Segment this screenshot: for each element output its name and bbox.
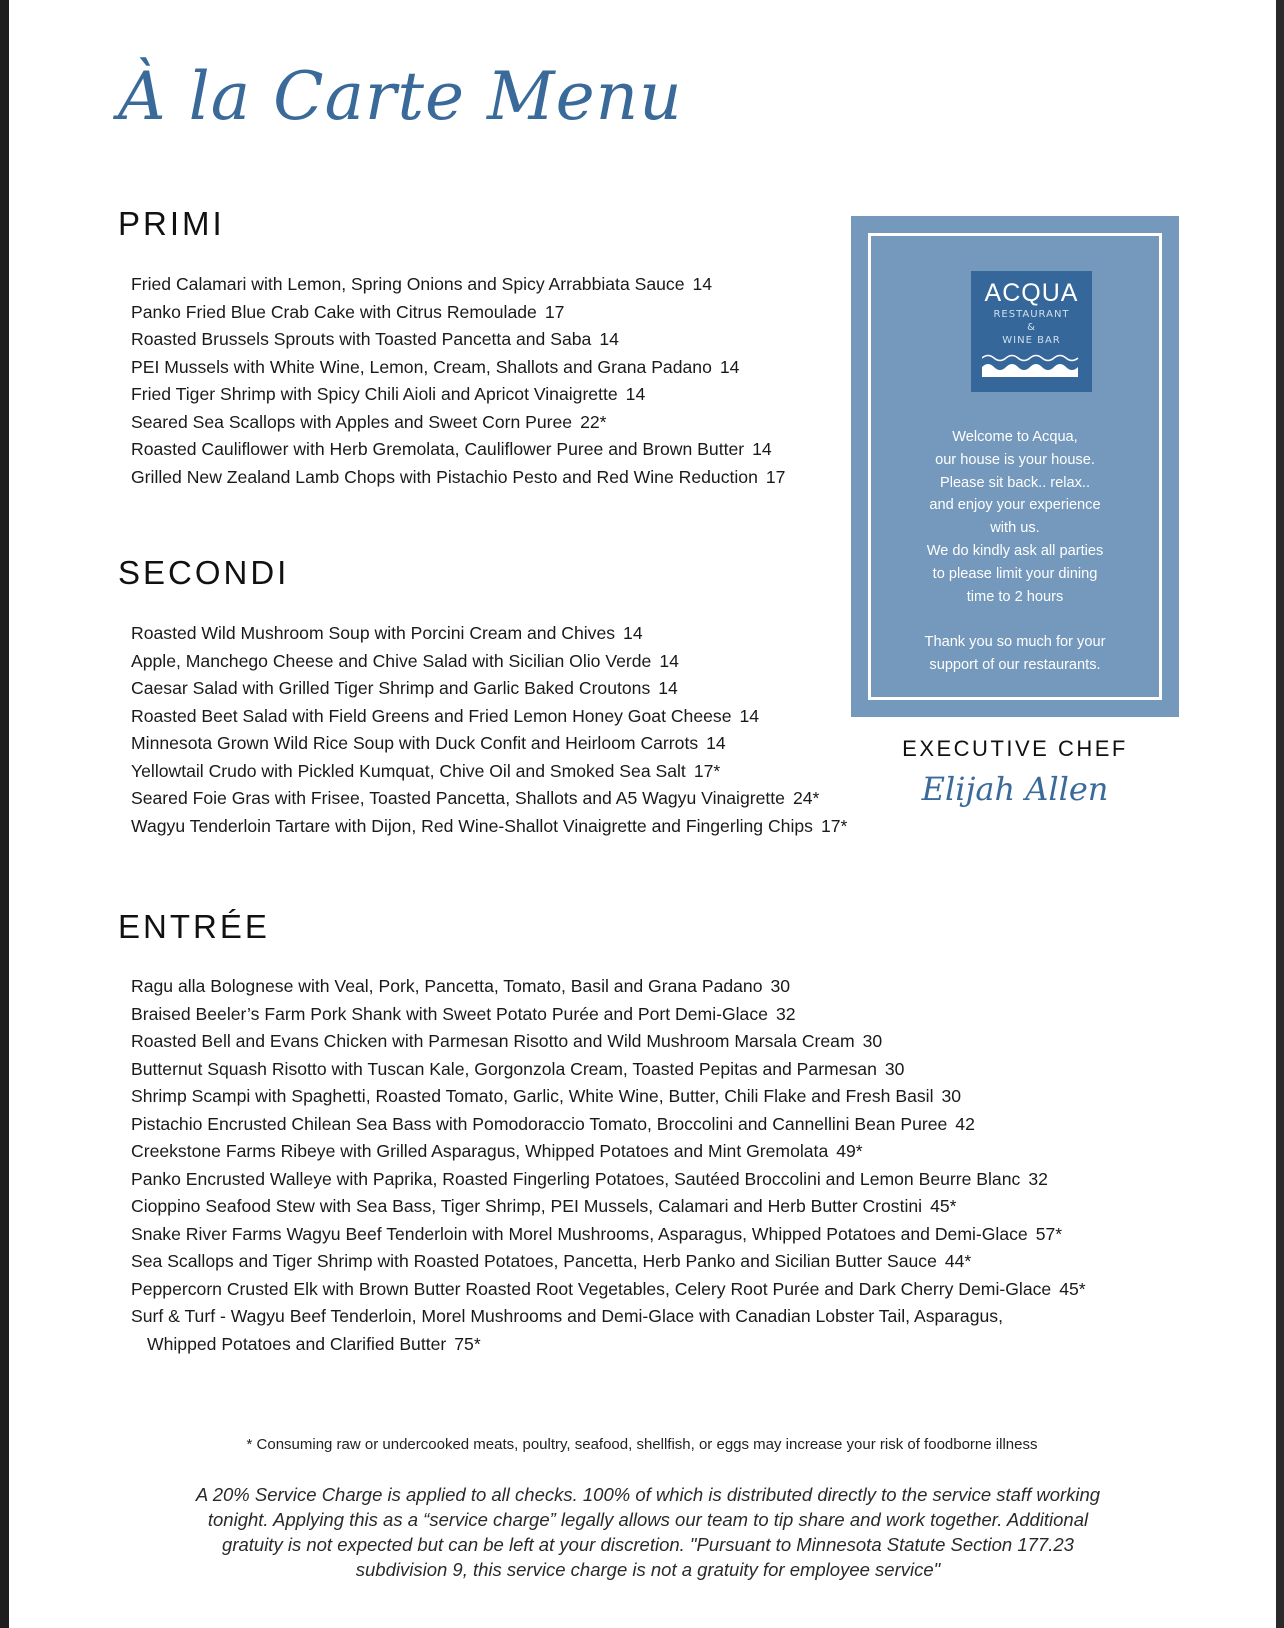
menu-item bbox=[131, 1056, 1131, 1084]
entree-heading: ENTRÉE bbox=[118, 908, 270, 945]
right-border bbox=[1276, 0, 1284, 1628]
item-name: Ragu alla Bolognese with Veal, Pork, Pancetta, Tomato, Basil and Grana Padano bbox=[131, 976, 763, 996]
menu-item bbox=[131, 1221, 1131, 1249]
welcome-line: support of our restaurants. bbox=[929, 656, 1101, 673]
welcome-line: our house is your house. bbox=[935, 451, 1095, 468]
item-name: Minnesota Grown Wild Rice Soup with Duck Confit and Heirloom Carrots bbox=[131, 733, 699, 753]
item-price: 42 bbox=[955, 1113, 975, 1134]
item-name: Snake River Farms Wagyu Beef Tenderloin with Morel Mushrooms, Asparagus, Whipped Potatoes and Demi-Glace bbox=[131, 1223, 1028, 1244]
menu-item bbox=[131, 1166, 1131, 1194]
menu-item bbox=[131, 620, 847, 648]
menu-item bbox=[131, 1303, 1131, 1358]
menu-item bbox=[131, 299, 785, 327]
foodborne-illness-note: * Consuming raw or undercooked meats, poultry, seafood, shellfish, or eggs may increase your risk of foodborne illness bbox=[246, 1436, 1038, 1453]
menu-item bbox=[131, 675, 847, 703]
item-price: 24* bbox=[792, 788, 820, 808]
primi-list bbox=[131, 271, 785, 491]
item-price: 14 bbox=[623, 623, 643, 643]
executive-chef-heading: EXECUTIVE CHEF bbox=[902, 736, 1128, 761]
item-price: 17 bbox=[765, 466, 786, 487]
item-name: Cioppino Seafood Stew with Sea Bass, Tiger Shrimp, PEI Mussels, Calamari and Herb Butter Crostini bbox=[131, 1196, 923, 1216]
logo-line1: RESTAURANT bbox=[993, 309, 1070, 320]
chef-signature: Elijah Allen bbox=[921, 770, 1109, 808]
menu-item bbox=[131, 354, 785, 382]
item-price: 14 bbox=[658, 678, 678, 698]
item-name: Shrimp Scampi with Spaghetti, Roasted Tomato, Garlic, White Wine, Butter, Chili Flake and Fresh Basil bbox=[131, 1086, 934, 1106]
item-price: 17 bbox=[544, 301, 565, 322]
welcome-line: Welcome to Acqua, bbox=[952, 429, 1078, 445]
item-name: PEI Mussels with White Wine, Lemon, Cream, Shallots and Grana Padano bbox=[131, 356, 712, 377]
item-price: 32 bbox=[775, 1003, 796, 1024]
item-name: Apple, Manchego Cheese and Chive Salad with Sicilian Olio Verde bbox=[131, 650, 652, 671]
menu-item bbox=[131, 326, 785, 354]
item-price: 45* bbox=[930, 1196, 957, 1216]
menu-title: À la Carte Menu bbox=[118, 58, 683, 135]
service-charge-policy: A 20% Service Charge is applied to all checks. 100% of which is distributed directly to the service staff working tonight. Applying this as a “service charge” legally allows our team to tip share and work together. Additional gratuity is not expected but can be left at your discretion. "Pursuant to Minnesota Statute Section 177.23 subdivision 9, this service charge is not a gratuity for employee service" bbox=[195, 1484, 1101, 1580]
item-price: 14 bbox=[692, 274, 713, 294]
welcome-line: to please limit your dining bbox=[932, 565, 1098, 582]
item-price: 32 bbox=[1028, 1168, 1048, 1189]
item-price: 30 bbox=[770, 976, 791, 996]
item-price: 30 bbox=[941, 1086, 962, 1106]
item-name: Creekstone Farms Ribeye with Grilled Asparagus, Whipped Potatoes and Mint Gremolata bbox=[131, 1141, 829, 1161]
item-name: Roasted Beet Salad with Field Greens and Fried Lemon Honey Goat Cheese bbox=[131, 705, 732, 726]
item-price: 14 bbox=[752, 439, 772, 459]
item-name: Roasted Wild Mushroom Soup with Porcini Cream and Chives bbox=[131, 623, 616, 643]
item-name-line2: Whipped Potatoes and Clarified Butter bbox=[147, 1333, 447, 1354]
menu-item bbox=[131, 703, 847, 731]
item-price: 45* bbox=[1059, 1278, 1086, 1299]
welcome-card bbox=[851, 216, 1179, 717]
item-name: Fried Calamari with Lemon, Spring Onions and Spicy Arrabbiata Sauce bbox=[131, 274, 685, 294]
item-name: Caesar Salad with Grilled Tiger Shrimp and Garlic Baked Croutons bbox=[131, 678, 651, 698]
logo-line3: WINE BAR bbox=[1002, 335, 1061, 346]
menu-item bbox=[131, 1276, 1131, 1304]
item-price: 14 bbox=[659, 650, 679, 671]
item-name: Fried Tiger Shrimp with Spicy Chili Aioli and Apricot Vinaigrette bbox=[131, 384, 618, 404]
welcome-line: with us. bbox=[990, 520, 1040, 537]
menu-item bbox=[131, 464, 785, 492]
item-continuation bbox=[131, 1331, 1131, 1359]
menu-item bbox=[131, 1028, 1131, 1056]
item-name: Panko Fried Blue Crab Cake with Citrus Remoulade bbox=[131, 301, 537, 322]
item-name-line1: Surf & Turf - Wagyu Beef Tenderloin, Morel Mushrooms and Demi-Glace with Canadian Lobster Tail, Asparagus, bbox=[131, 1306, 1003, 1326]
item-name: Pistachio Encrusted Chilean Sea Bass with Pomodoraccio Tomato, Broccolini and Cannellini Bean Puree bbox=[131, 1113, 948, 1134]
secondi-heading: SECONDI bbox=[118, 554, 290, 591]
menu-item bbox=[131, 1138, 1131, 1166]
item-price: 14 bbox=[739, 705, 760, 726]
item-price: 14 bbox=[625, 384, 646, 404]
item-name: Panko Encrusted Walleye with Paprika, Roasted Fingerling Potatoes, Sautéed Broccolini and Lemon Beurre Blanc bbox=[131, 1168, 1021, 1189]
menu-item bbox=[131, 1248, 1131, 1276]
entree-list bbox=[131, 973, 1131, 1358]
menu-item bbox=[131, 1193, 1131, 1221]
menu-item bbox=[131, 1083, 1131, 1111]
welcome-message bbox=[871, 426, 1159, 677]
welcome-line: time to 2 hours bbox=[966, 588, 1064, 605]
primi-heading: PRIMI bbox=[118, 205, 225, 242]
item-name: Roasted Brussels Sprouts with Toasted Pancetta and Saba bbox=[131, 329, 592, 349]
item-name: Seared Sea Scallops with Apples and Sweet Corn Puree bbox=[131, 411, 573, 432]
logo-name: ACQUA bbox=[984, 279, 1079, 307]
item-price: 57* bbox=[1035, 1223, 1063, 1244]
item-name: Sea Scallops and Tiger Shrimp with Roasted Potatoes, Pancetta, Herb Panko and Sicilian Butter Sauce bbox=[131, 1251, 937, 1271]
item-price: 75* bbox=[454, 1333, 481, 1354]
left-border bbox=[0, 0, 9, 1628]
item-price: 30 bbox=[862, 1031, 883, 1051]
item-name: Yellowtail Crudo with Pickled Kumquat, Chive Oil and Smoked Sea Salt bbox=[131, 760, 686, 781]
item-price: 17* bbox=[820, 815, 848, 836]
secondi-list bbox=[131, 620, 847, 840]
menu-item bbox=[131, 973, 1131, 1001]
menu-item bbox=[131, 271, 785, 299]
item-price: 49* bbox=[836, 1141, 863, 1161]
waves-icon bbox=[982, 353, 1082, 377]
item-name: Peppercorn Crusted Elk with Brown Butter Roasted Root Vegetables, Celery Root Purée and Dark Cherry Demi-Glace bbox=[131, 1278, 1052, 1299]
menu-item bbox=[131, 1001, 1131, 1029]
item-price: 14 bbox=[719, 356, 740, 377]
card-frame bbox=[868, 233, 1162, 700]
item-name: Wagyu Tenderloin Tartare with Dijon, Red Wine-Shallot Vinaigrette and Fingerling Chips bbox=[131, 815, 813, 836]
item-price: 30 bbox=[884, 1058, 905, 1079]
item-name: Butternut Squash Risotto with Tuscan Kale, Gorgonzola Cream, Toasted Pepitas and Parmesan bbox=[131, 1058, 877, 1079]
item-name: Grilled New Zealand Lamb Chops with Pistachio Pesto and Red Wine Reduction bbox=[131, 466, 758, 487]
item-price: 14 bbox=[599, 329, 619, 349]
welcome-line: and enjoy your experience bbox=[929, 497, 1101, 514]
item-price: 22* bbox=[580, 411, 607, 432]
item-price: 14 bbox=[706, 733, 726, 753]
item-name: Braised Beeler’s Farm Pork Shank with Sweet Potato Purée and Port Demi-Glace bbox=[131, 1003, 768, 1024]
menu-item bbox=[131, 381, 785, 409]
welcome-line: Please sit back.. relax.. bbox=[939, 474, 1091, 491]
logo-line2: & bbox=[1027, 322, 1036, 333]
item-name: Roasted Bell and Evans Chicken with Parmesan Risotto and Wild Mushroom Marsala Cream bbox=[131, 1031, 855, 1051]
menu-item bbox=[131, 730, 847, 758]
menu-item bbox=[131, 1111, 1131, 1139]
welcome-line: We do kindly ask all parties bbox=[926, 542, 1104, 559]
menu-item bbox=[131, 758, 847, 786]
welcome-line: Thank you so much for your bbox=[924, 634, 1106, 651]
item-price: 44* bbox=[944, 1251, 972, 1271]
menu-item bbox=[131, 648, 847, 676]
menu-item bbox=[131, 436, 785, 464]
menu-item bbox=[131, 409, 785, 437]
acqua-logo bbox=[971, 271, 1092, 392]
item-price: 17* bbox=[693, 760, 721, 781]
item-name: Seared Foie Gras with Frisee, Toasted Pancetta, Shallots and A5 Wagyu Vinaigrette bbox=[131, 788, 785, 808]
menu-item bbox=[131, 785, 847, 813]
welcome-line bbox=[871, 608, 1159, 631]
item-name: Roasted Cauliflower with Herb Gremolata, Cauliflower Puree and Brown Butter bbox=[131, 439, 745, 459]
menu-item bbox=[131, 813, 847, 841]
